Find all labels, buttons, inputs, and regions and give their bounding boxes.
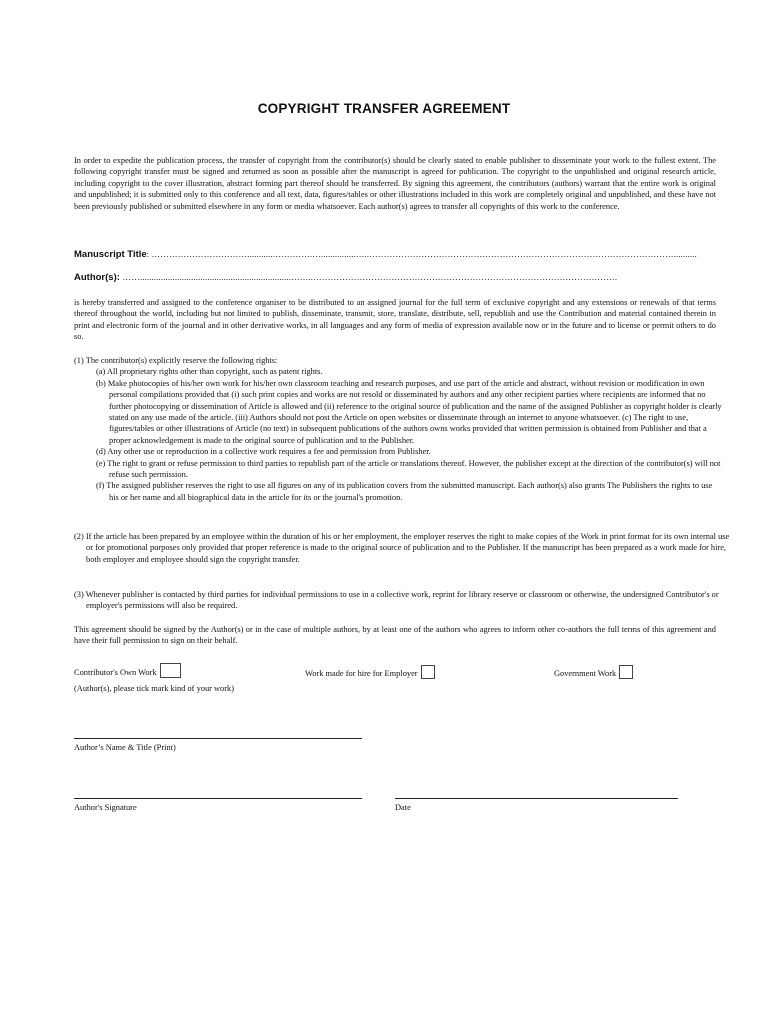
clause-1-item-b: (b) Make photocopies of his/her own work for his/her own classroom teaching and research purposes, and use part of the article and abstract, without revision or modification in own personal compilations provided that (i) such print copies and works are not resold or disseminated by authors and any other recipient parties where recipients are informed that no further photocopying or dissemination of Article is allowed and (ii) reference to the original source of publication and the name of the assigned Publisher as copyright holder is clearly stated on any use made of the article. (iii) Authors should not post the Article on open websites or disseminate through an internet to anyone whatsoever. (c) The right to use, figures/tables or other illustrations of Article (no text) in subsequent publications of the authors owns works provided that written permission is obtained from Publisher and that a proper acknowledgement is made to the original source of publication and to the Publisher. xyxy=(96,378,722,445)
manuscript-title-label: Manuscript Title xyxy=(74,249,147,260)
clause-2: (2) If the article has been prepared by an employee within the duration of his or her employment, the employer reserves the right to make copies of the Work in print format for its own internal use or for promotional purposes only provided that proper reference is made to the original source of publication and to the Publisher. If the manuscript has been prepared as a work made for hire, both employer and employee should sign the copyright transfer. xyxy=(74,532,730,564)
transfer-paragraph: is hereby transferred and assigned to the conference organiser to be distributed to an assigned journal for the full term of exclusive copyright and any extensions or renewals of that terms thereof throughout the world, including but not limited to publish, disseminate, transmit, store, translate, distribute, sell, republish and use the Contribution and material contained therein in print and electronic form of the journal and in other derivative works, in all languages and any form of media of expression available now or in the future and to license or permit others to do so. xyxy=(74,298,716,342)
clause-1-item-e: (e) The right to grant or refuse permission to third parties to republish part of the article or translations thereof. However, the publisher except at the direction of the contributor(s) will not refuse such permission. xyxy=(96,458,721,480)
hire-label: Work made for hire for Employer xyxy=(305,669,418,678)
clause-1-item-f: (f) The assigned publisher reserves the right to use all figures on any of its publication covers from the submitted manuscript. Each author(s) also grants The Publishers the rights to use his or her name and all biographical data in the article for its or the journal's promotion. xyxy=(96,481,713,502)
clause-1 xyxy=(74,355,724,503)
intro-paragraph: In order to expedite the publication process, the transfer of copyright from the contributor(s) should be clearly stated to enable publisher to disseminate your work to the fullest extent. The following copyright transfer must be signed and returned as soon as possible after the manuscript is agreed for publication. The copyright to the unpublished and original research article, including copyright to the cover illustration, abstract forming part thereof should be transferred. By signing this agreement, the contributors (authors) warrant that the entire work is original and unpublished; it is submitted only to this conference and all text, data, figures/tables or other illustrations included in this work are completely original and unpublished, and these have not been previously published or submitted elsewhere in any form or media whatsoever. Each author(s) agrees to transfer all copyrights of this work to the conference. xyxy=(74,156,716,211)
document-title: COPYRIGHT TRANSFER AGREEMENT xyxy=(257,101,511,116)
signing-note: This agreement should be signed by the Author(s) or in the case of multiple authors, by at least one of the authors who agrees to inform other co-authors the full terms of this agreement and have their full permission to sign on their behalf. xyxy=(74,625,716,646)
authors-row xyxy=(74,272,618,283)
own-work-option xyxy=(74,663,181,678)
clause-1-heading: (1) The contributor(s) explicitly reserve the following rights: xyxy=(74,356,278,365)
name-title-label: Author’s Name & Title (Print) xyxy=(74,743,176,752)
own-work-checkbox[interactable] xyxy=(160,663,181,678)
date-line[interactable] xyxy=(395,798,678,799)
clause-3: (3) Whenever publisher is contacted by third parties for individual permissions to use in a collective work, reprint for library reserve or classroom or otherwise, the undersigned Contributor's or employer's permissions will also be required. xyxy=(74,590,719,611)
manuscript-title-row xyxy=(74,249,697,260)
government-checkbox[interactable] xyxy=(619,665,633,679)
authors-field[interactable]: …….................................................................……..…………………………………………………………………………………………… xyxy=(122,272,618,282)
hire-checkbox[interactable] xyxy=(421,665,435,679)
signature-line[interactable] xyxy=(74,798,362,799)
date-label: Date xyxy=(395,803,411,812)
clause-1-item-a: (a) All proprietary rights other than copyright, such as patent rights. xyxy=(96,367,323,377)
own-work-label: Contributor's Own Work xyxy=(74,668,157,677)
signature-label: Author's Signature xyxy=(74,803,137,812)
clause-1-item-d: (d) Any other use or reproduction in a collective work requires a fee and permission from Publisher. xyxy=(96,447,431,457)
government-option xyxy=(554,665,633,679)
tick-note: (Author(s), please tick mark kind of your work) xyxy=(74,684,235,693)
manuscript-title-field[interactable]: : ……………………………............………….…...............…..…………………………………………………………………………………………….......... xyxy=(146,249,697,259)
government-label: Government Work xyxy=(554,669,617,678)
authors-label: Author(s): xyxy=(74,272,120,283)
name-title-line[interactable] xyxy=(74,738,362,739)
hire-option xyxy=(305,665,435,679)
